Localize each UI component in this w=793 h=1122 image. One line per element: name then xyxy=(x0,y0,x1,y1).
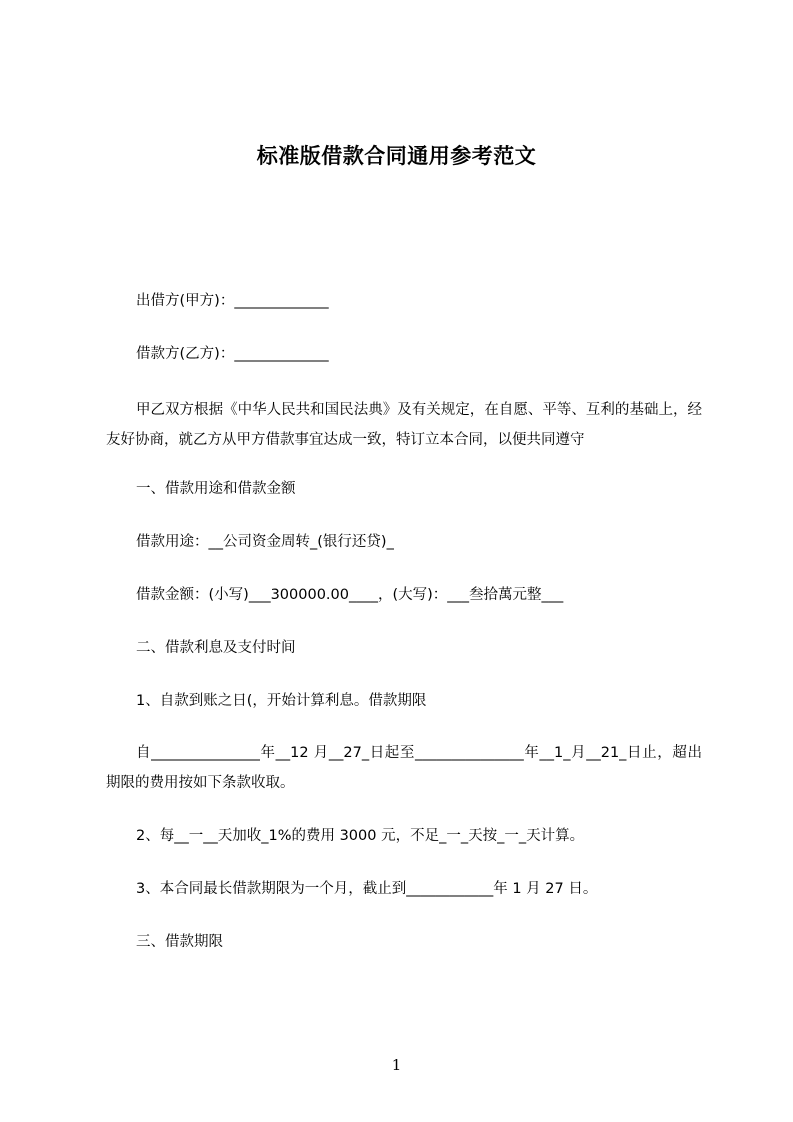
preamble-paragraph: 甲乙双方根据《中华人民共和国民法典》及有关规定，在自愿、平等、互利的基础上，经友好协商，就乙方从甲方借款事宜达成一致，特订立本合同，以便共同遵守 xyxy=(106,402,702,448)
term-period-paragraph: 自_______________年__12 月__27_日起至_______________年__1_月__21_日止，超出期限的费用按如下条款收取。 xyxy=(106,745,702,791)
lender-line: 出借方(甲方)：_____________ xyxy=(136,293,329,309)
loan-amount-line: 借款金额：(小写)___300000.00____，(大写)：___叁拾萬元整___ xyxy=(136,587,564,603)
clause-2-line: 2、每__一__天加收_1%的费用 3000 元，不足_一_天按_一_天计算。 xyxy=(136,828,585,844)
section-1-heading: 一、借款用途和借款金额 xyxy=(136,481,296,497)
loan-purpose-line: 借款用途：__公司资金周转_(银行还贷)_ xyxy=(136,534,394,550)
document-title: 标准版借款合同通用参考范文 xyxy=(256,144,537,168)
borrower-line: 借款方(乙方)：_____________ xyxy=(136,346,329,362)
section-3-heading: 三、借款期限 xyxy=(136,934,223,950)
page-number: 1 xyxy=(391,1056,402,1074)
clause-3-line: 3、本合同最长借款期限为一个月，截止到____________年 1 月 27 日。 xyxy=(136,881,598,897)
clause-1-line: 1、自款到账之日(，开始计算利息。借款期限 xyxy=(136,693,427,709)
section-2-heading: 二、借款利息及支付时间 xyxy=(136,640,296,656)
